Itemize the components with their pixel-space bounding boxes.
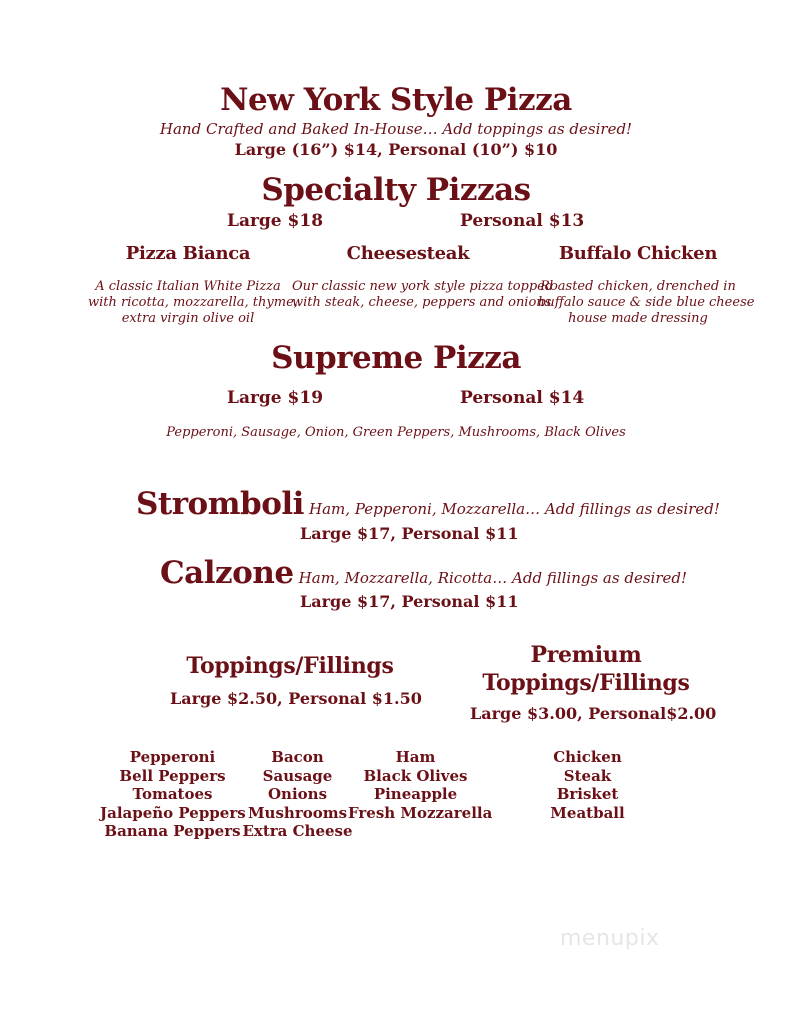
menupix-watermark: menupix (560, 926, 660, 951)
stromboli-prices: Large $17, Personal $11 (300, 524, 519, 543)
supreme-title: Supreme Pizza (271, 340, 521, 376)
specialty-item-name: Cheesesteak (346, 243, 470, 264)
specialty-item-desc: Roasted chicken, drenched in buffalo sauce & side blue cheese house made dressing (538, 279, 755, 326)
list-item: Pepperoni (129, 748, 216, 766)
nyp-title: New York Style Pizza (220, 82, 572, 118)
list-item: Sausage (262, 766, 333, 785)
calzone-desc: Ham, Mozzarella, Ricotta… Add fillings as desired! (298, 569, 687, 587)
list-item: Ham (395, 748, 436, 766)
specialty-title: Specialty Pizzas (261, 172, 531, 208)
nyp-prices: Large (16”) $14, Personal (10”) $10 (234, 140, 558, 159)
list-item: Steak (563, 766, 612, 785)
list-item: Banana Peppers (104, 822, 241, 840)
specialty-item-name: Pizza Bianca (125, 243, 251, 264)
premium-title: Premium Toppings/Fillings (482, 642, 690, 696)
supreme-large-price: Large $19 (227, 388, 324, 408)
calzone-title: Calzone (160, 555, 294, 591)
list-item: Brisket (556, 785, 619, 803)
stromboli-desc: Ham, Pepperoni, Mozzarella… Add fillings as desired! (309, 500, 720, 518)
toppings-list-col3 (348, 748, 493, 822)
list-item: Black Olives (363, 766, 468, 785)
premium-prices: Large $3.00, Personal$2.00 (470, 704, 717, 723)
list-item: Bacon (271, 748, 324, 766)
specialty-item-desc: A classic Italian White Pizza with ricotta, mozzarella, thyme, extra virgin olive oil (88, 279, 298, 326)
specialty-personal-price: Personal $13 (460, 211, 585, 231)
supreme-personal-price: Personal $14 (460, 388, 585, 408)
list-item: Tomatoes (132, 785, 213, 803)
toppings-list-col1 (100, 748, 245, 841)
specialty-item-desc: Our classic new york style pizza topped with steak, cheese, peppers and onions (292, 279, 554, 310)
stromboli-line (136, 486, 720, 522)
list-item: Jalapeño Peppers (100, 803, 246, 822)
list-item: Chicken (553, 748, 622, 766)
list-item: Mushrooms (247, 803, 348, 822)
list-item: Extra Cheese (242, 822, 353, 840)
list-item: Bell Peppers (119, 766, 226, 785)
toppings-list-col2 (240, 748, 355, 841)
list-item: Meatball (550, 803, 625, 822)
specialty-item-name: Buffalo Chicken (558, 243, 718, 264)
supreme-desc: Pepperoni, Sausage, Onion, Green Peppers, Mushrooms, Black Olives (166, 425, 626, 440)
premium-list (540, 748, 635, 822)
list-item: Fresh Mozzarella (348, 803, 493, 822)
calzone-prices: Large $17, Personal $11 (300, 592, 519, 611)
toppings-title: Toppings/Fillings (186, 653, 394, 679)
list-item: Pineapple (373, 785, 458, 803)
toppings-prices: Large $2.50, Personal $1.50 (170, 689, 422, 708)
calzone-line (160, 555, 687, 591)
list-item: Onions (267, 785, 328, 803)
specialty-large-price: Large $18 (227, 211, 324, 231)
stromboli-title: Stromboli (136, 486, 304, 522)
nyp-subtitle: Hand Crafted and Baked In-House… Add toppings as desired! (159, 120, 633, 138)
